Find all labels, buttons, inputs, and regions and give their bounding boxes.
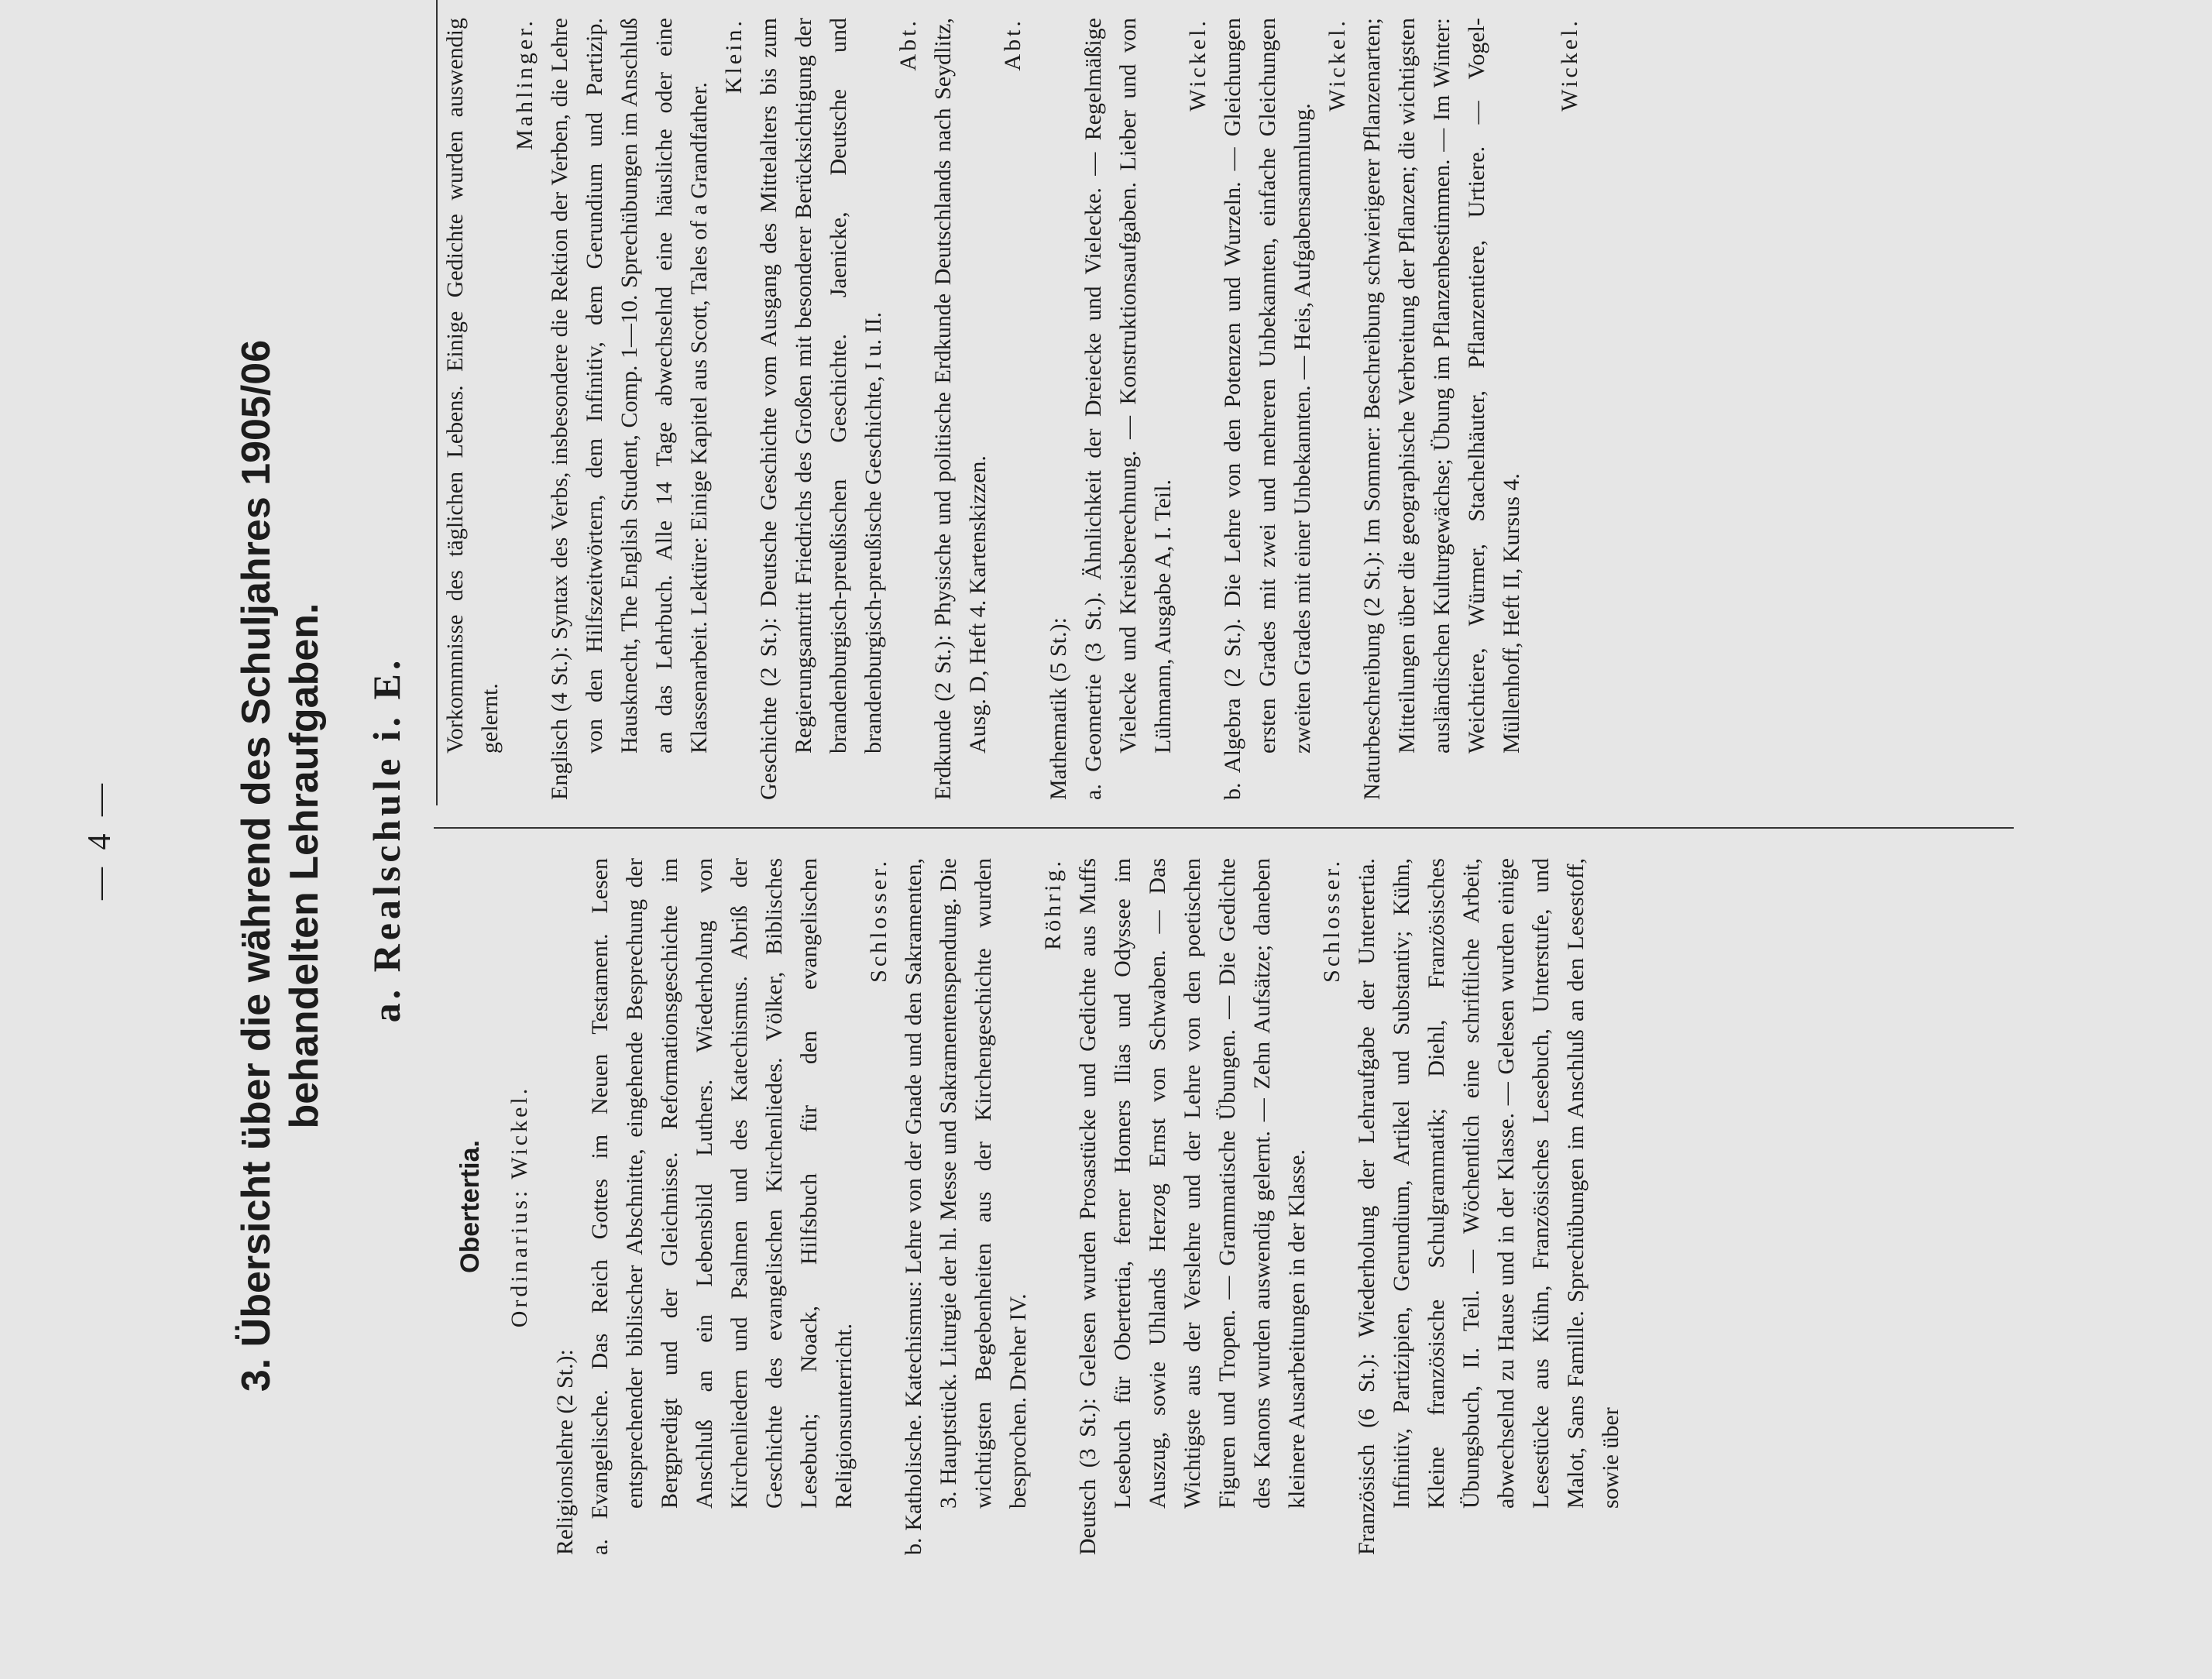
teacher-name: Schlosser. [866,858,891,983]
teacher-name: Wickel. [1185,18,1211,112]
teacher-name: Schlosser. [1319,858,1345,983]
franzoesisch-paragraph: Französisch (6 St.): Wiederholung der Lehraufgabe der Untertertia. Infinitiv, Partizipien, Gerundium, Artikel und Substantiv; Kühn, Kleine französische Schulgrammatik; Diehl, Französisches Übungsbuch, II. Teil. — Wöchentlich eine schriftliche Arbeit, abwechselnd zu Hause und in der Klasse. — Gelesen wurden einige Lesestücke aus Kühn, Französisches Lesebuch, Unterstufe, und Malot, Sans Famille. Sprechübungen im Anschluß an den Lesestoff, sowie über [1354,858,1623,1555]
class-heading: Obertertia. [455,1140,485,1273]
page-number: — 4 — [82,779,118,900]
teacher-name: Klein. [721,18,747,94]
algebra-paragraph: b. Algebra (2 St.). Die Lehre von den Potenzen und Wurzeln. — Gleichungen ersten Grades mit zwei und mehreren Unbekannten, einfache Gleichungen zweiten Grades mit einer Unbekannten. — Heis, Aufgabensammlung. [1220,18,1315,800]
mathematik-heading: Mathematik (5 St.): [1046,617,1071,800]
geometrie-paragraph: a. Geometrie (3 St.). Ähnlichkeit der Dreiecke und Vielecke. — Regelmäßige Vielecke und Kreisberechnung. — Konstruktionsaufgaben. Lieber und von Lühmann, Ausgabe A, I. Teil. [1080,18,1176,800]
teacher-name: Wickel. [1557,18,1582,112]
left-column [438,858,1628,1555]
geschichte-paragraph: Geschichte (2 St.): Deutsche Geschichte vom Ausgang des Mittelalters bis zum Regierungsantritt Friedrichs des Großen mit besonderer Berücksichtigung der brandenburgisch-preußischen Geschichte. Jaenicke, Deutsche und brandenburgisch-preußische Geschichte, I u. II. [756,18,886,800]
section-title: 3. Übersicht über die während des Schuljahres 1905/06 behandelten Lehraufgaben. [234,339,327,1392]
teacher-name: Abt. [895,18,921,71]
naturbeschreibung-paragraph: Naturbeschreibung (2 St.): Im Sommer: Beschreibung schwierigerer Pflanzenarten; Mitteilungen über die geographische Verbreitung der Pflanzen; die wichtigsten ausländischen Kulturgewächse; Übung im Pflanzenbestimmen. — Im Winter: Weichtiere, Würmer, Stachelhäuter, Pflanzentiere, Urtiere. — Vogel-Müllenhoff, Heft II, Kursus 4. [1359,18,1524,800]
teacher-name: Röhrig. [1040,858,1066,950]
teacher-name: Mahlinger. [512,18,538,150]
englisch-paragraph: Englisch (4 St.): Syntax des Verbs, insbesondere die Rektion der Verben, die Lehre von den Hilfszeitwörtern, dem Infinitiv, dem Gerundium und Partizip. Hausknecht, The English Student, Comp. 1—10. Sprechübungen im Anschluß an das Lehrbuch. Alle 14 Tage abwechselnd eine häusliche oder eine Klassenarbeit. Lektüre: Einige Kapitel aus Scott, Tales of a Grandfather. [547,18,712,800]
right-column [438,18,1587,800]
column-divider [434,827,2014,829]
erdkunde-paragraph: Erdkunde (2 St.): Physische und politische Erdkunde Deutschlands nach Seydlitz, Ausg. D, Heft 4. Kartenskizzen. [930,18,991,800]
teacher-name: Wickel. [1324,18,1350,112]
religion-heading: Religionslehre (2 St.): [552,1349,578,1555]
continued-paragraph: Vorkommnisse des täglichen Lebens. Einige Gedichte wurden auswendig gelernt. [442,18,503,754]
teacher-name: Abt. [1000,18,1025,71]
ordinarius-line: Ordinarius: Wickel. [507,1085,532,1328]
religion-katholisch: b. Katholische. Katechismus: Lehre von der Gnade und den Sakramenten, 3. Hauptstück. Liturgie der hl. Messe und Sakramentenspendung. Die wichtigsten Begebenheiten aus der Kirchengeschichte wurden besprochen. Dreher IV. [901,858,1031,1555]
section-subtitle: a. Realschule i. E. [365,656,408,1023]
religion-evangelisch: a. Evangelische. Das Reich Gottes im Neuen Testament. Lesen entsprechender biblischer Abschnitte, eingehende Besprechung der Bergpredigt und der Gleichnisse. Reformationsgeschichte im Anschluß an ein Lebensbild Luthers. Wiederholung von Kirchenliedern und Psalmen und des Katechismus. Abriß der Geschichte des evangelischen Kirchenliedes. Völker, Biblisches Lesebuch; Noack, Hilfsbuch für den evangelischen Religionsunterricht. [587,858,857,1555]
deutsch-paragraph: Deutsch (3 St.): Gelesen wurden Prosastücke und Gedichte aus Muffs Lesebuch für Obertertia, ferner Homers Ilias und Odyssee im Auszug, sowie Uhlands Herzog Ernst von Schwaben. — Das Wichtigste aus der Verslehre und der Lehre von den poetischen Figuren und Tropen. — Grammatische Übungen. — Die Gedichte des Kanons wurden auswendig gelernt. — Zehn Aufsätze; daneben kleinere Ausarbeitungen in der Klasse. [1075,858,1310,1555]
